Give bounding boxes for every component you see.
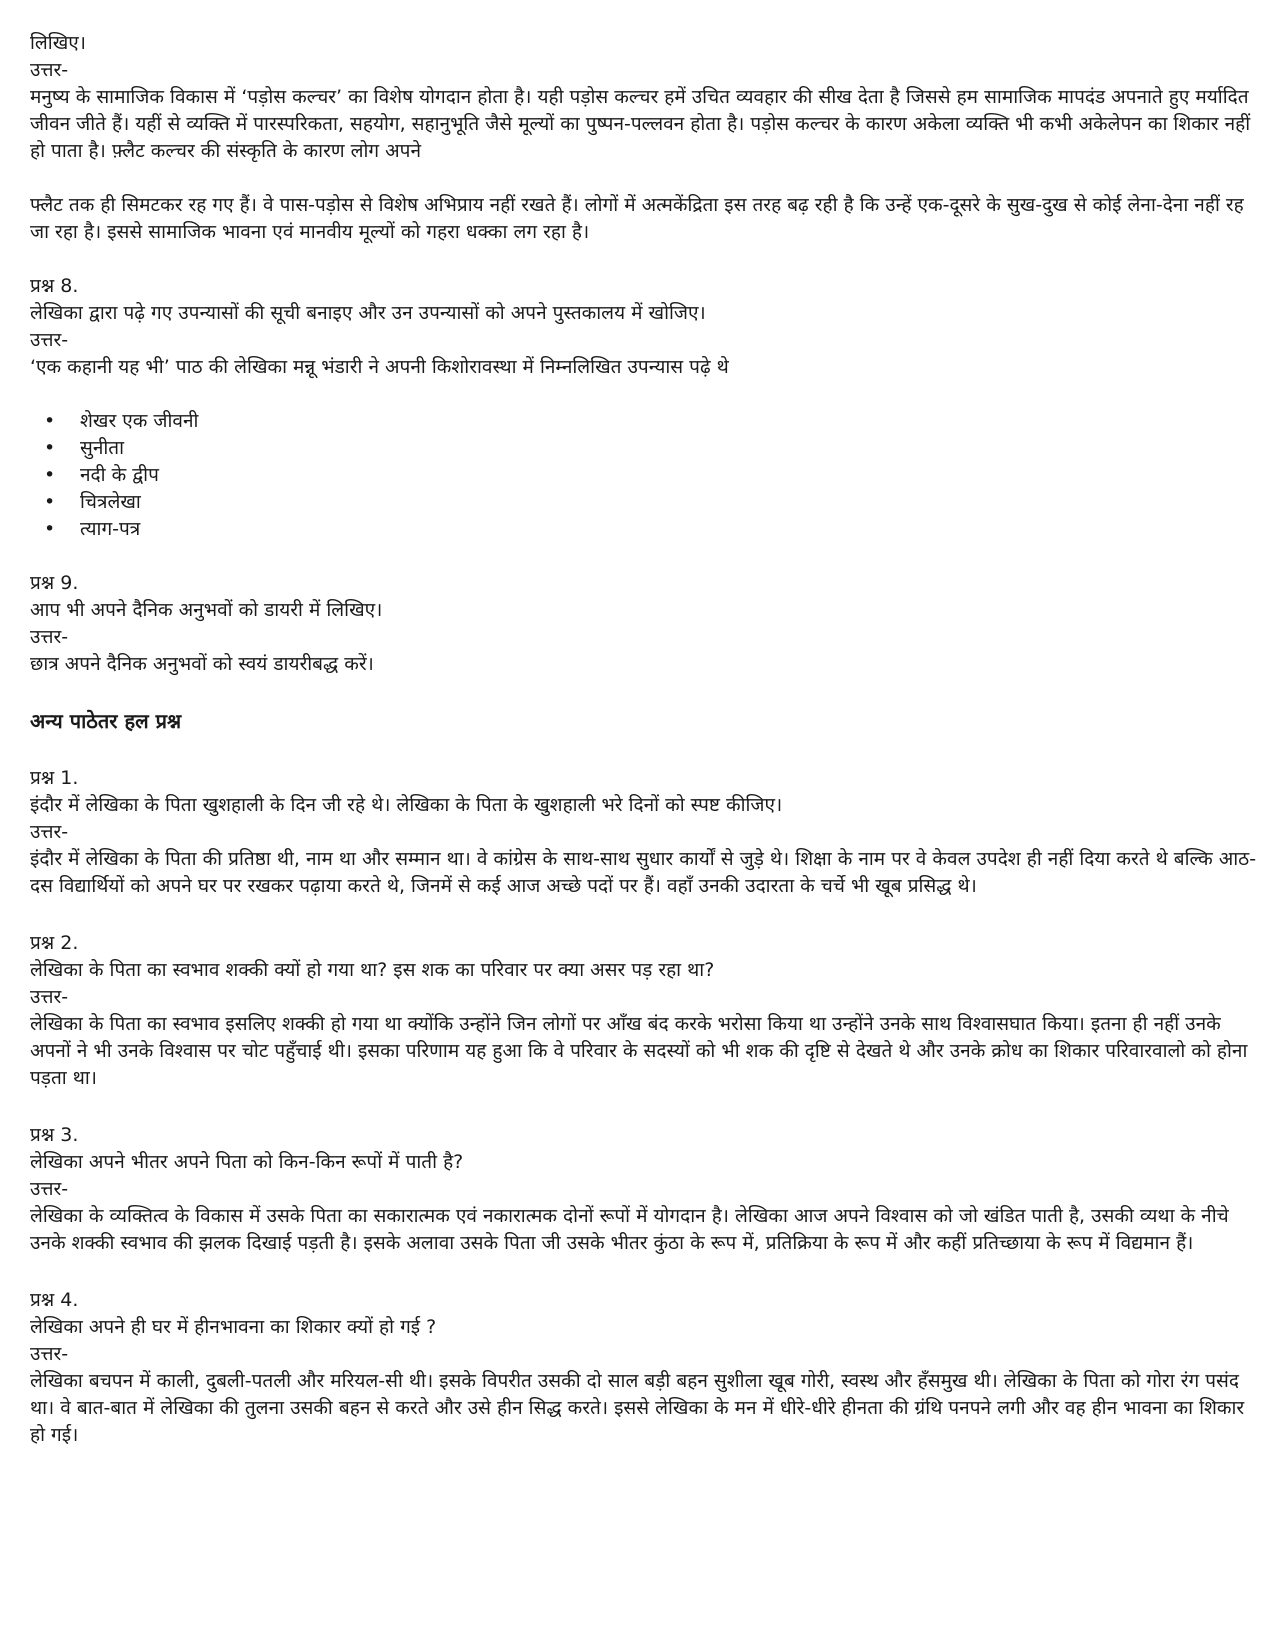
question-text: इंदौर में लेखिका के पिता खुशहाली के दिन जी रहे थे। लेखिका के पिता के खुशहाली भरे दिनों को स्पष्ट कीजिए। <box>30 794 783 816</box>
question-text: लेखिका अपने भीतर अपने पिता को किन-किन रूपों में पाती है? <box>30 1151 464 1173</box>
answer-text: छात्र अपने दैनिक अनुभवों को स्वयं डायरीबद्ध करें। <box>30 653 374 675</box>
section-heading: अन्य पाठेतर हल प्रश्न <box>30 709 182 733</box>
answer-text: लेखिका बचपन में काली, दुबली-पतली और मरियल-सी थी। इसके विपरीत उसकी दो साल बड़ी बहन सुशीला खूब गोरी, स्वस्थ और हँसमुख थी। लेखिका के पिता को गोरा रंग पसंद था। वे बात-बात में लेखिका की तुलना उसकी बहन से करते और उसे हीन सिद्ध करते। इससे लेखिका के मन में धीरे-धीरे हीनता की ग्रंथि पनपने लगी और वह हीन भावना का शिकार हो गई। <box>30 1370 1245 1446</box>
question-number: प्रश्न 3. <box>30 1124 79 1146</box>
spacer <box>30 1092 1260 1122</box>
document-page <box>30 30 1260 1449</box>
question-number: प्रश्न 4. <box>30 1289 79 1311</box>
question-number: प्रश्न 1. <box>30 767 79 789</box>
spacer <box>30 381 1260 408</box>
continuation-text: लिखिए। <box>30 32 86 54</box>
list-item: • सुनीता <box>30 435 1260 462</box>
list-item: • नदी के द्वीप <box>30 462 1260 489</box>
answer-text: ‘एक कहानी यह भी’ पाठ की लेखिका मन्नू भंडारी ने अपनी किशोरावस्था में निम्नलिखित उपन्यास पढ़े थे <box>30 356 729 378</box>
list-item: • त्याग-पत्र <box>30 516 1260 543</box>
answer-label: उत्तर- <box>30 1343 69 1365</box>
bullet-icon: • <box>44 410 56 432</box>
spacer <box>30 165 1260 192</box>
question-text: लेखिका द्वारा पढ़े गए उपन्यासों की सूची बनाइए और उन उपन्यासों को अपने पुस्तकालय में खोजिए। <box>30 302 706 324</box>
answer-label: उत्तर- <box>30 329 69 351</box>
answer-label: उत्तर- <box>30 1178 69 1200</box>
spacer <box>30 678 1260 708</box>
question-number: प्रश्न 8. <box>30 275 79 297</box>
other-question-block-1 <box>30 765 1260 900</box>
question-block-9 <box>30 570 1260 678</box>
spacer <box>30 543 1260 570</box>
list-item: • चित्रलेखा <box>30 489 1260 516</box>
answer-label: उत्तर- <box>30 626 69 648</box>
question-text: लेखिका अपने ही घर में हीनभावना का शिकार क्यों हो गई ? <box>30 1316 437 1338</box>
other-question-block-3 <box>30 1122 1260 1257</box>
question-number: प्रश्न 2. <box>30 932 79 954</box>
answer-paragraph: फ्लैट तक ही सिमटकर रह गए हैं। वे पास-पड़ोस से विशेष अभिप्राय नहीं रखते हैं। लोगों में अत्मकेंद्रिता इस तरह बढ़ रही है कि उन्हें एक-दूसरे के सुख-दुख से कोई लेना-देना नहीं रह जा रहा है। इससे सामाजिक भावना एवं मानवीय मूल्यों को गहरा धक्का लग रहा है। <box>30 194 1244 243</box>
answer-label: उत्तर- <box>30 59 69 81</box>
answer-text: लेखिका के व्यक्तित्व के विकास में उसके पिता का सकारात्मक एवं नकारात्मक दोनों रूपों में योगदान है। लेखिका आज अपने विश्वास को जो खंडित पाती है, उसकी व्यथा के नीचे उनके शक्की स्वभाव की झलक दिखाई पड़ती है। इसके अलावा उसके पिता जी उसके भीतर कुंठा के रूप में, प्रतिक्रिया के रूप में और कहीं प्रतिच्छाया के रूप में विद्यमान हैं। <box>30 1205 1229 1254</box>
spacer <box>30 246 1260 273</box>
spacer <box>30 735 1260 765</box>
question-text: लेखिका के पिता का स्वभाव शक्की क्यों हो गया था? इस शक का परिवार पर क्या असर पड़ रहा था? <box>30 959 715 981</box>
answer-label: उत्तर- <box>30 986 69 1008</box>
bullet-icon: • <box>44 491 56 513</box>
question-number: प्रश्न 9. <box>30 572 79 594</box>
spacer <box>30 900 1260 930</box>
question-text: आप भी अपने दैनिक अनुभवों को डायरी में लिखिए। <box>30 599 383 621</box>
question-block-8 <box>30 273 1260 543</box>
answer-text: लेखिका के पिता का स्वभाव इसलिए शक्की हो गया था क्योंकि उन्होंने जिन लोगों पर आँख बंद करके भरोसा किया था उन्होंने उनके साथ विश्वासघात किया। इतना ही नहीं उनके अपनों ने भी उनके विश्वास पर चोट पहुँचाई थी। इसका परिणाम यह हुआ कि वे परिवार के सदस्यों को भी शक की दृष्टि से देखते थे और उनके क्रोध का शिकार परिवारवालो को होना पड़ता था। <box>30 1013 1248 1089</box>
list-item: • शेखर एक जीवनी <box>30 408 1260 435</box>
spacer <box>30 1257 1260 1287</box>
answer-paragraph: मनुष्य के सामाजिक विकास में ‘पड़ोस कल्चर’ का विशेष योगदान होता है। यही पड़ोस कल्चर हमें उचित व्यवहार की सीख देता है जिससे हम सामाजिक मापदंड अपनाते हुए मर्यादित जीवन जीते हैं। यहीं से व्यक्ति में पारस्परिकता, सहयोग, सहानुभूति जैसे मूल्यों का पुष्पन-पल्लवन होता है। पड़ोस कल्चर के कारण अकेला व्यक्ति भी कभी अकेलेपन का शिकार नहीं हो पाता है। फ़्लैट कल्चर की संस्कृति के कारण लोग अपने <box>30 86 1251 162</box>
other-question-block-2 <box>30 930 1260 1092</box>
answer-label: उत्तर- <box>30 821 69 843</box>
answer-text: इंदौर में लेखिका के पिता की प्रतिष्ठा थी, नाम था और सम्मान था। वे कांग्रेस के साथ-साथ सुधार कार्यों से जुड़े थे। शिक्षा के नाम पर वे केवल उपदेश ही नहीं दिया करते थे बल्कि आठ-दस विद्यार्थियों को अपने घर पर रखकर पढ़ाया करते थे, जिनमें से कई आज अच्छे पदों पर हैं। वहाँ उनकी उदारता के चर्चे भी खूब प्रसिद्ध थे। <box>30 848 1257 897</box>
bullet-icon: • <box>44 437 56 459</box>
bullet-icon: • <box>44 518 56 540</box>
novel-list <box>30 408 1260 543</box>
bullet-icon: • <box>44 464 56 486</box>
other-question-block-4 <box>30 1287 1260 1449</box>
